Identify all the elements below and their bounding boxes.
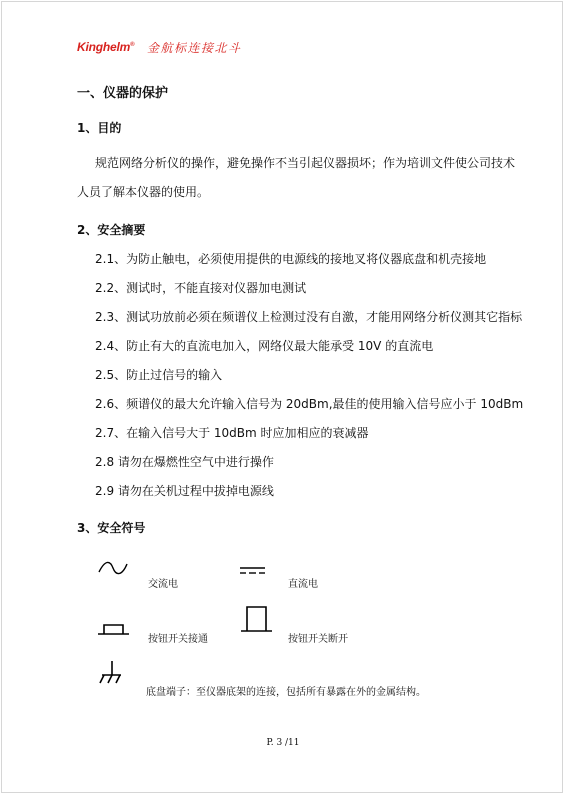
safety-item: 2.8 请勿在爆燃性空气中进行操作 (95, 455, 274, 469)
page-number: P. 3 /11 (266, 738, 300, 748)
symbols-heading: 3、安全符号 (77, 521, 146, 535)
ac-label: 交流电 (148, 579, 178, 590)
safety-heading: 2、安全摘要 (77, 223, 146, 237)
switch-off-label: 按钮开关断开 (288, 634, 348, 645)
registered-mark: ® (130, 42, 135, 48)
safety-item: 2.2、测试时，不能直接对仪器加电测试 (95, 281, 307, 295)
safety-item: 2.1、为防止触电，必须使用提供的电源线的接地叉将仪器底盘和机壳接地 (95, 252, 487, 266)
purpose-heading: 1、目的 (77, 121, 122, 135)
switch-on-label: 按钮开关接通 (148, 634, 208, 645)
safety-item: 2.9 请勿在关机过程中拔掉电源线 (95, 484, 274, 498)
purpose-text-line-2: 人员了解本仪器的使用。 (77, 185, 210, 199)
brand-slogan: 金航标连接北斗 (147, 41, 242, 55)
chassis-ground-icon (99, 660, 125, 686)
section-title: 一、仪器的保护 (77, 86, 169, 101)
ac-wave-icon (97, 560, 129, 576)
purpose-text-line-1: 规范网络分析仪的操作，避免操作不当引起仪器损坏；作为培训文件使公司技术 (95, 156, 516, 170)
safety-item: 2.3、测试功放前必须在频谱仪上检测过没有自激，才能用网络分析仪测其它指标 (95, 310, 523, 324)
chassis-label: 底盘端子：至仪器底架的连接，包括所有暴露在外的金属结构。 (146, 687, 426, 698)
switch-off-icon (241, 604, 273, 634)
safety-item: 2.7、在输入信号大于 10dBm 时应加相应的衰减器 (95, 426, 369, 440)
safety-item: 2.4、防止有大的直流电加入，网络仪最大能承受 10V 的直流电 (95, 339, 434, 353)
dc-icon (240, 566, 266, 576)
dc-label: 直流电 (288, 579, 318, 590)
safety-item: 2.5、防止过信号的输入 (95, 368, 223, 382)
brand-logo (77, 40, 134, 54)
safety-item: 2.6、频谱仪的最大允许输入信号为 20dBm,最佳的使用输入信号应小于 10dBm (95, 397, 524, 411)
logo-text: Kinghelm (77, 40, 131, 54)
switch-on-icon (98, 617, 130, 637)
